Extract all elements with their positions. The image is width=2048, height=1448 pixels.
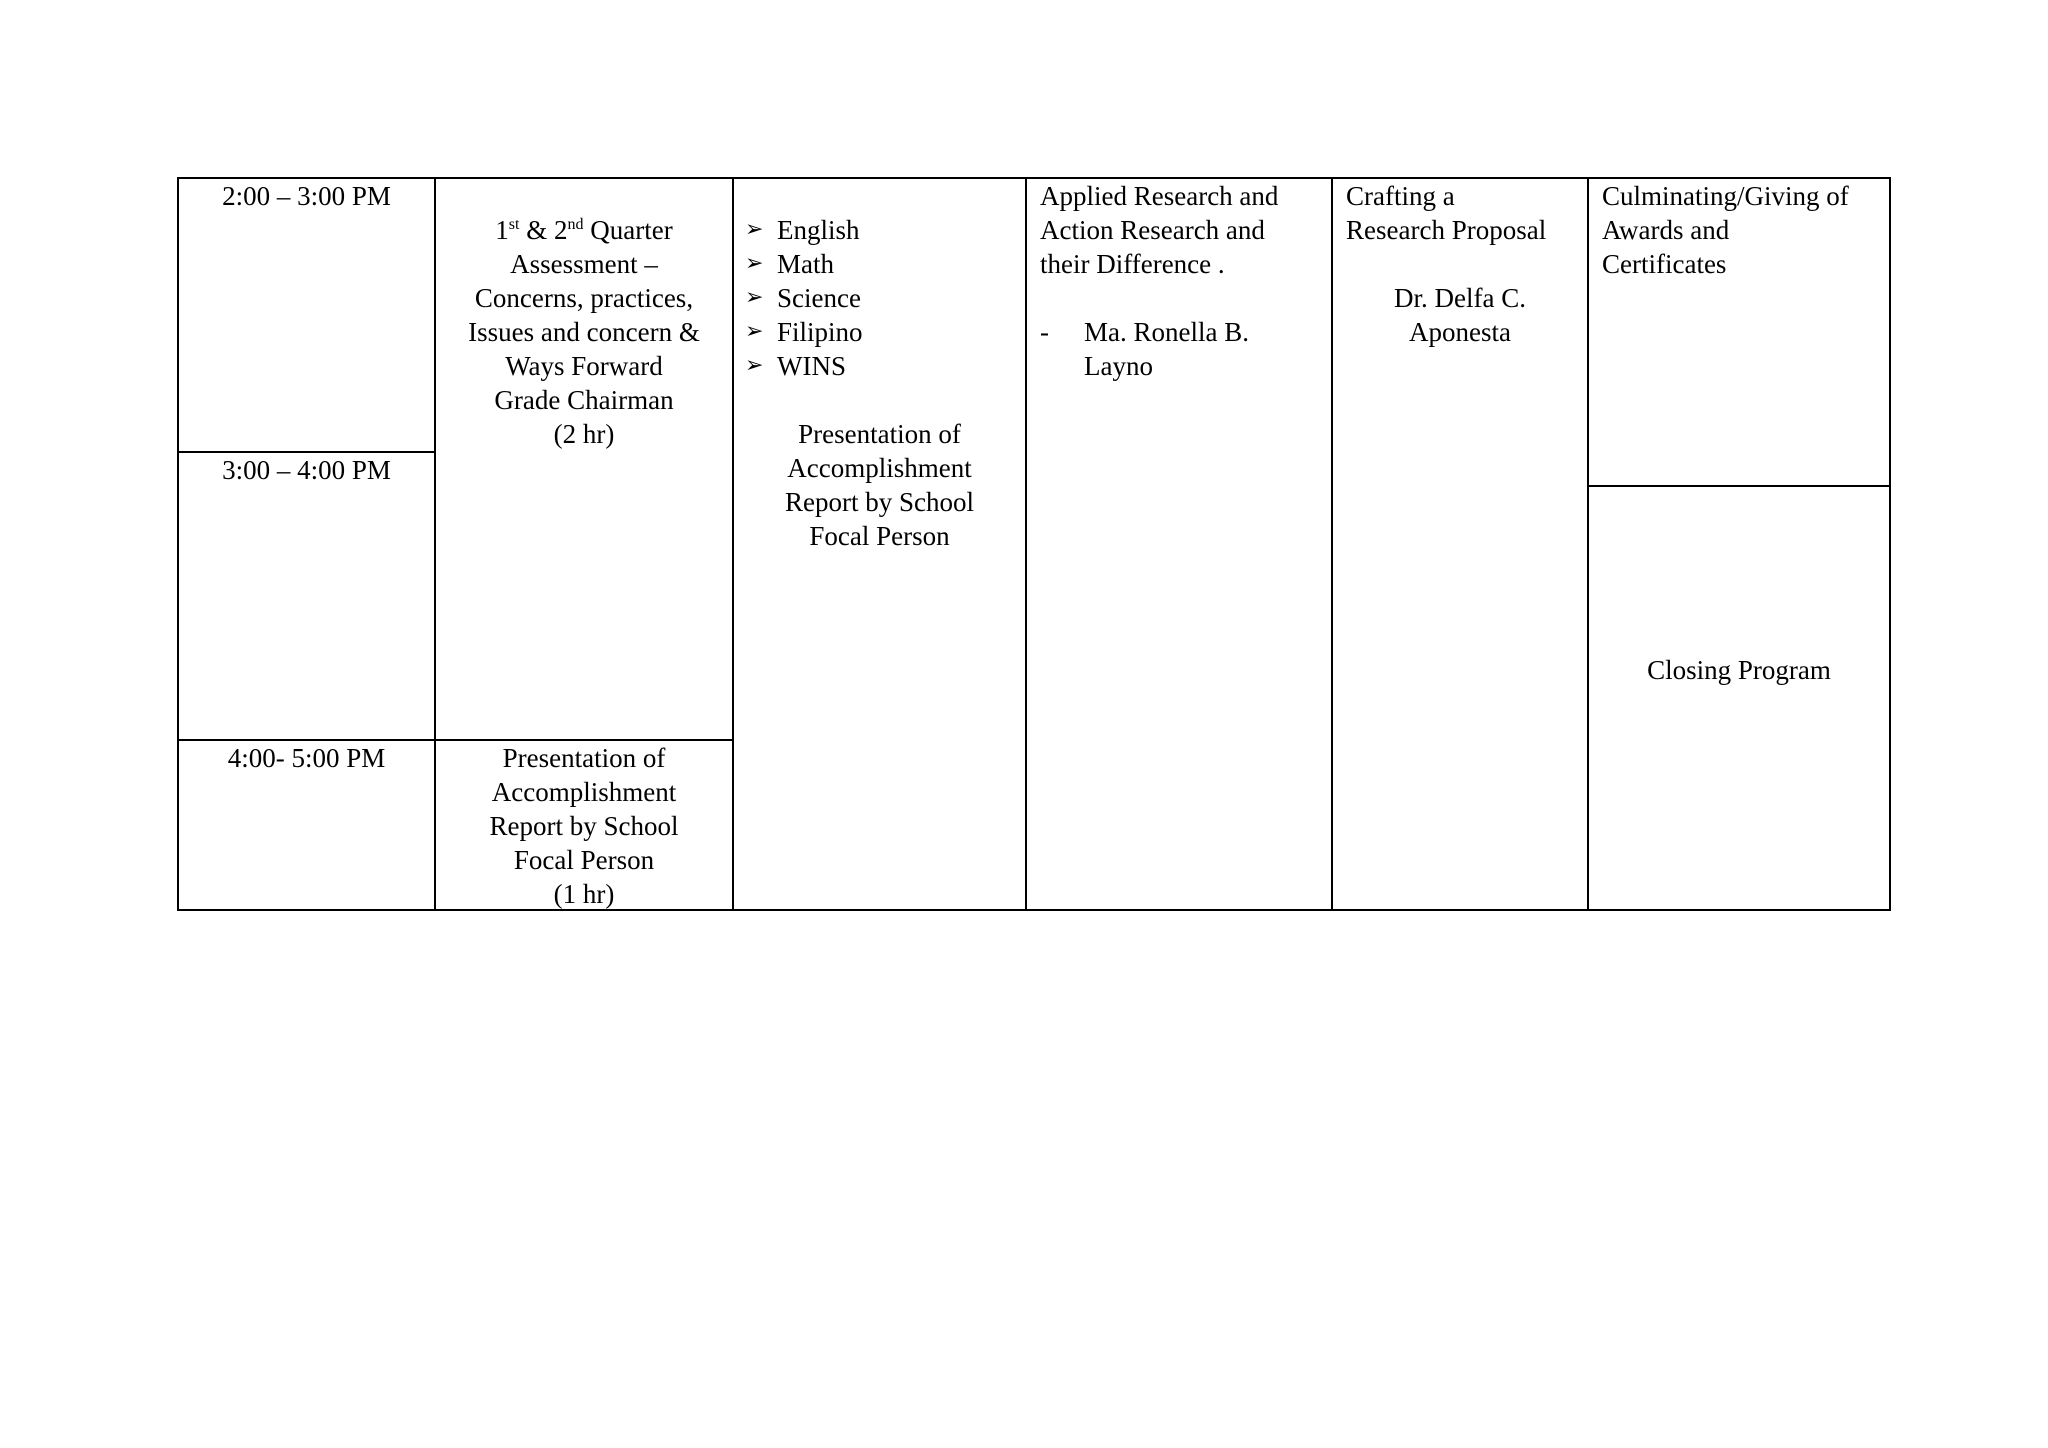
subject-label: English: [777, 215, 860, 245]
applied-research-title-line: Action Research and: [1040, 215, 1265, 245]
subjects-presentation: [734, 417, 1025, 553]
time-slot-3-label: 4:00- 5:00 PM: [227, 743, 386, 773]
subject-list: [734, 213, 1025, 383]
presentation-line: Accomplishment: [491, 777, 677, 807]
presentation-cell-1hr: [436, 741, 732, 909]
culminating-cell: [1589, 179, 1889, 485]
presentation-line: Focal Person: [809, 521, 950, 551]
assessment-heading-rest: Quarter: [583, 215, 673, 245]
time-slot-2: [179, 453, 434, 739]
closing-program-cell: [1589, 487, 1889, 909]
dash-bullet: -: [1040, 317, 1049, 347]
applied-research-speaker: [1040, 315, 1331, 383]
assessment-line: Assessment –: [510, 249, 658, 279]
applied-research-cell: [1027, 179, 1331, 909]
subject-label: Science: [777, 283, 861, 313]
assessment-line: Issues and concern &: [468, 317, 700, 347]
time-slot-2-label: 3:00 – 4:00 PM: [222, 455, 391, 485]
assessment-line: Concerns, practices,: [474, 283, 694, 313]
subject-label: Filipino: [777, 317, 863, 347]
research-proposal-speaker: [1346, 281, 1587, 349]
presentation-line: Presentation of: [502, 743, 666, 773]
assessment-cell: [436, 179, 732, 739]
assessment-line: Grade Chairman: [494, 385, 674, 415]
arrow-bullet-icon: ➢: [745, 251, 764, 276]
presentation-line: Presentation of: [798, 419, 961, 449]
assessment-heading-number: 1: [495, 215, 509, 245]
research-proposal-title-line: Research Proposal: [1346, 215, 1547, 245]
time-slot-1: [179, 179, 434, 451]
subject-label: Math: [777, 249, 834, 279]
presentation-line: Accomplishment: [787, 453, 972, 483]
assessment-heading-sup-st: st: [508, 216, 520, 233]
closing-program-label: Closing Program: [1647, 655, 1831, 685]
time-slot-3: [179, 741, 434, 909]
assessment-line: Ways Forward: [505, 351, 663, 381]
list-item: [734, 213, 1025, 247]
presentation-line: Report by School: [489, 811, 679, 841]
research-proposal-title-line: Crafting a: [1346, 181, 1455, 211]
research-proposal-cell: [1333, 179, 1587, 909]
list-item: [734, 315, 1025, 349]
arrow-bullet-icon: ➢: [745, 217, 764, 242]
subject-label: WINS: [777, 351, 846, 381]
time-slot-1-label: 2:00 – 3:00 PM: [222, 181, 391, 211]
culminating-title-line: Culminating/Giving of: [1602, 181, 1849, 211]
speaker-name-line: Dr. Delfa C.: [1394, 283, 1526, 313]
arrow-bullet-icon: ➢: [745, 285, 764, 310]
table-border-right: [1889, 177, 1891, 911]
schedule-table: [177, 177, 1891, 911]
presentation-line: Focal Person: [513, 845, 655, 875]
applied-research-title-line: Applied Research and: [1040, 181, 1279, 211]
assessment-line: (2 hr): [553, 419, 615, 449]
presentation-line: (1 hr): [553, 879, 615, 909]
culminating-title-line: Certificates: [1602, 249, 1727, 279]
list-item: [734, 281, 1025, 315]
list-item: [734, 349, 1025, 383]
applied-research-title-line: their Difference .: [1040, 249, 1225, 279]
assessment-heading: [436, 213, 732, 247]
presentation-line: Report by School: [785, 487, 974, 517]
culminating-title-line: Awards and: [1602, 215, 1730, 245]
speaker-name-line: Layno: [1084, 351, 1153, 381]
arrow-bullet-icon: ➢: [745, 319, 764, 344]
assessment-heading-sup-nd: nd: [567, 216, 584, 233]
subjects-cell: [734, 179, 1025, 909]
assessment-heading-amp: & 2: [519, 215, 568, 245]
speaker-name-line: Ma. Ronella B.: [1084, 317, 1249, 347]
speaker-name-line: Aponesta: [1409, 317, 1511, 347]
arrow-bullet-icon: ➢: [745, 353, 764, 378]
list-item: [734, 247, 1025, 281]
